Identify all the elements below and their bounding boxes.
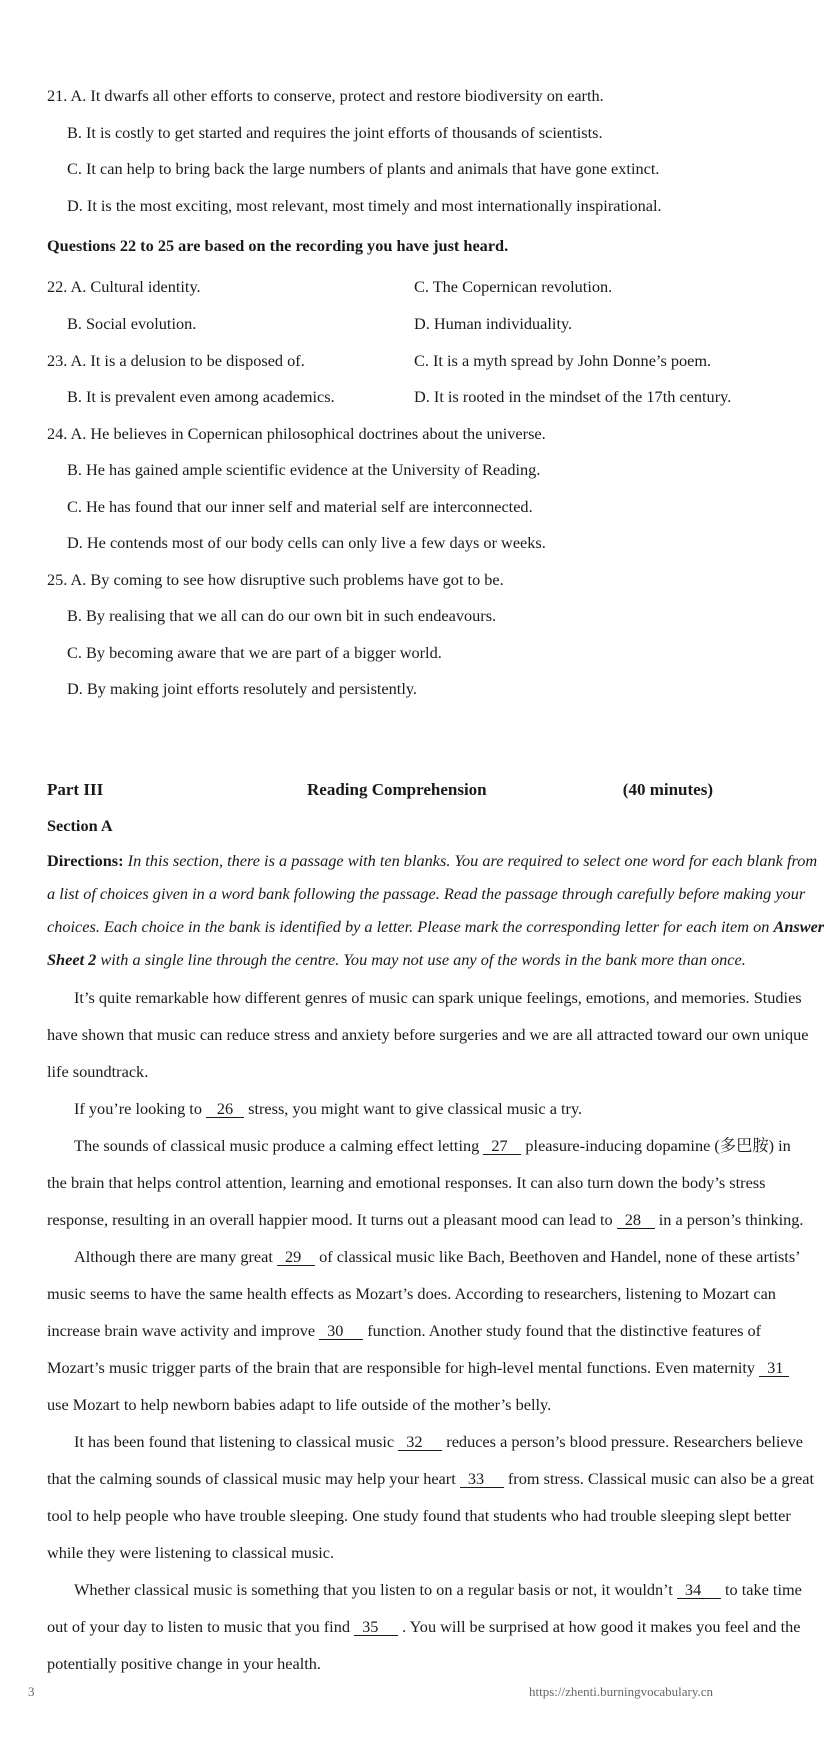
passage-p1-line-3: life soundtrack. <box>47 1062 149 1081</box>
q23-option-b: B. It is prevalent even among academics. <box>67 387 335 406</box>
footer-url[interactable]: https://zhenti.burningvocabulary.cn <box>529 1684 713 1699</box>
q22-option-c: C. The Copernican revolution. <box>414 277 613 296</box>
directions-line-1: Directions: In this section, there is a passage with ten blanks. You are required to select one word for each blank from <box>47 851 818 870</box>
passage-p5-line-3: tool to help people who have trouble sleeping. One study found that students who had trouble sleeping slept better <box>47 1506 791 1525</box>
blank-33[interactable]: 33 <box>460 1470 504 1488</box>
passage-p3-line-3: response, resulting in an overall happier mood. It turns out a pleasant mood can lead to 28 in a person’s thinking. <box>47 1210 804 1229</box>
directions-line-3: choices. Each choice in the bank is identified by a letter. Please mark the corresponding letter for each item on Answer <box>47 917 824 936</box>
blank-32[interactable]: 32 <box>398 1433 442 1451</box>
blank-31[interactable]: 31 <box>759 1359 789 1377</box>
passage-p6-line-1: Whether classical music is something that you listen to on a regular basis or not, it wouldn’t 34 to take time <box>74 1580 802 1599</box>
blank-28[interactable]: 28 <box>617 1211 655 1229</box>
q23-option-a: 23. A. It is a delusion to be disposed of. <box>47 351 305 370</box>
q25-option-b: B. By realising that we all can do our own bit in such endeavours. <box>67 606 497 625</box>
passage-p3-line-2: the brain that helps control attention, learning and emotional responses. It can also turn down the body’s stress <box>47 1173 766 1192</box>
blank-30[interactable]: 30 <box>319 1322 363 1340</box>
q23-option-c: C. It is a myth spread by John Donne’s poem. <box>414 351 712 370</box>
q24-option-a: 24. A. He believes in Copernican philosophical doctrines about the universe. <box>47 424 546 443</box>
q21-option-c: C. It can help to bring back the large numbers of plants and animals that have gone extinct. <box>67 159 660 178</box>
directions-line-4: Sheet 2 with a single line through the centre. You may not use any of the words in the bank more than once. <box>47 950 746 969</box>
q22-option-b: B. Social evolution. <box>67 314 197 333</box>
passage-p1-line-1: It’s quite remarkable how different genres of music can spark unique feelings, emotions, and memories. Studies <box>74 988 802 1007</box>
blank-29[interactable]: 29 <box>277 1248 315 1266</box>
q22-option-a: 22. A. Cultural identity. <box>47 277 201 296</box>
passage-p3-line-1: The sounds of classical music produce a calming effect letting 27 pleasure-inducing dopamine (多巴胺) in <box>74 1136 791 1155</box>
passage-p5-line-4: while they were listening to classical music. <box>47 1543 335 1562</box>
blank-26[interactable]: 26 <box>206 1100 244 1118</box>
page-number: 3 <box>28 1684 35 1699</box>
passage-p4-line-1: Although there are many great 29 of classical music like Bach, Beethoven and Handel, none of these artists’ <box>74 1247 801 1266</box>
q24-option-b: B. He has gained ample scientific evidence at the University of Reading. <box>67 460 541 479</box>
q21-option-a: 21. A. It dwarfs all other efforts to conserve, protect and restore biodiversity on earth. <box>47 86 604 105</box>
passage-p4-line-2: music seems to have the same health effects as Mozart’s does. According to researchers, listening to Mozart can <box>47 1284 776 1303</box>
blank-27[interactable]: 27 <box>483 1137 521 1155</box>
passage-p5-line-2: that the calming sounds of classical music may help your heart 33 from stress. Classical music can also be a great <box>47 1469 814 1488</box>
passage-p4-line-4: Mozart’s music trigger parts of the brain that are responsible for high-level mental functions. Even maternity 31 <box>47 1358 713 1378</box>
passage-p4-line-5: use Mozart to help newborn babies adapt to life outside of the mother’s belly. <box>47 1395 552 1414</box>
q25-option-a: 25. A. By coming to see how disruptive such problems have got to be. <box>47 570 504 589</box>
passage-p1-line-2: have shown that music can reduce stress and anxiety before surgeries and we are all attracted toward our own unique <box>47 1025 809 1044</box>
q22-option-d: D. Human individuality. <box>414 314 573 333</box>
q25-option-c: C. By becoming aware that we are part of a bigger world. <box>67 643 442 662</box>
answer-sheet-label: Answer <box>773 917 824 936</box>
q21-option-d: D. It is the most exciting, most relevant, most timely and most internationally inspirational. <box>67 196 662 215</box>
part-label: Part III <box>47 780 104 799</box>
q21-option-b: B. It is costly to get started and requires the joint efforts of thousands of scientists. <box>67 123 603 142</box>
q25-option-d: D. By making joint efforts resolutely and persistently. <box>67 679 417 698</box>
questions-22-25-heading: Questions 22 to 25 are based on the recording you have just heard. <box>47 236 509 255</box>
passage-p6-line-2: out of your day to listen to music that you find 35 . You will be surprised at how good it makes you feel and the <box>47 1617 801 1636</box>
passage-p2: If you’re looking to 26 stress, you might want to give classical music a try. <box>74 1099 583 1118</box>
section-label: Section A <box>47 816 113 835</box>
directions-label: Directions: <box>47 851 124 870</box>
part-time: (40 minutes) <box>622 780 713 799</box>
blank-35[interactable]: 35 <box>354 1618 398 1636</box>
q24-option-c: C. He has found that our inner self and material self are interconnected. <box>67 497 533 516</box>
answer-sheet-2-label: Sheet 2 <box>47 950 97 969</box>
part-title: Reading Comprehension <box>307 780 487 799</box>
q24-option-d: D. He contends most of our body cells can only live a few days or weeks. <box>67 533 546 552</box>
passage-p6-line-3: potentially positive change in your health. <box>47 1654 321 1673</box>
blank-34[interactable]: 34 <box>677 1581 721 1599</box>
passage-p5-line-1: It has been found that listening to classical music 32 reduces a person’s blood pressure. Researchers believe <box>74 1432 803 1451</box>
q23-option-d: D. It is rooted in the mindset of the 17th century. <box>414 387 732 406</box>
directions-line-2: a list of choices given in a word bank following the passage. Read the passage through carefully before making your <box>47 884 806 903</box>
passage-p4-line-3: increase brain wave activity and improve 30 function. Another study found that the distinctive features of <box>47 1321 762 1340</box>
